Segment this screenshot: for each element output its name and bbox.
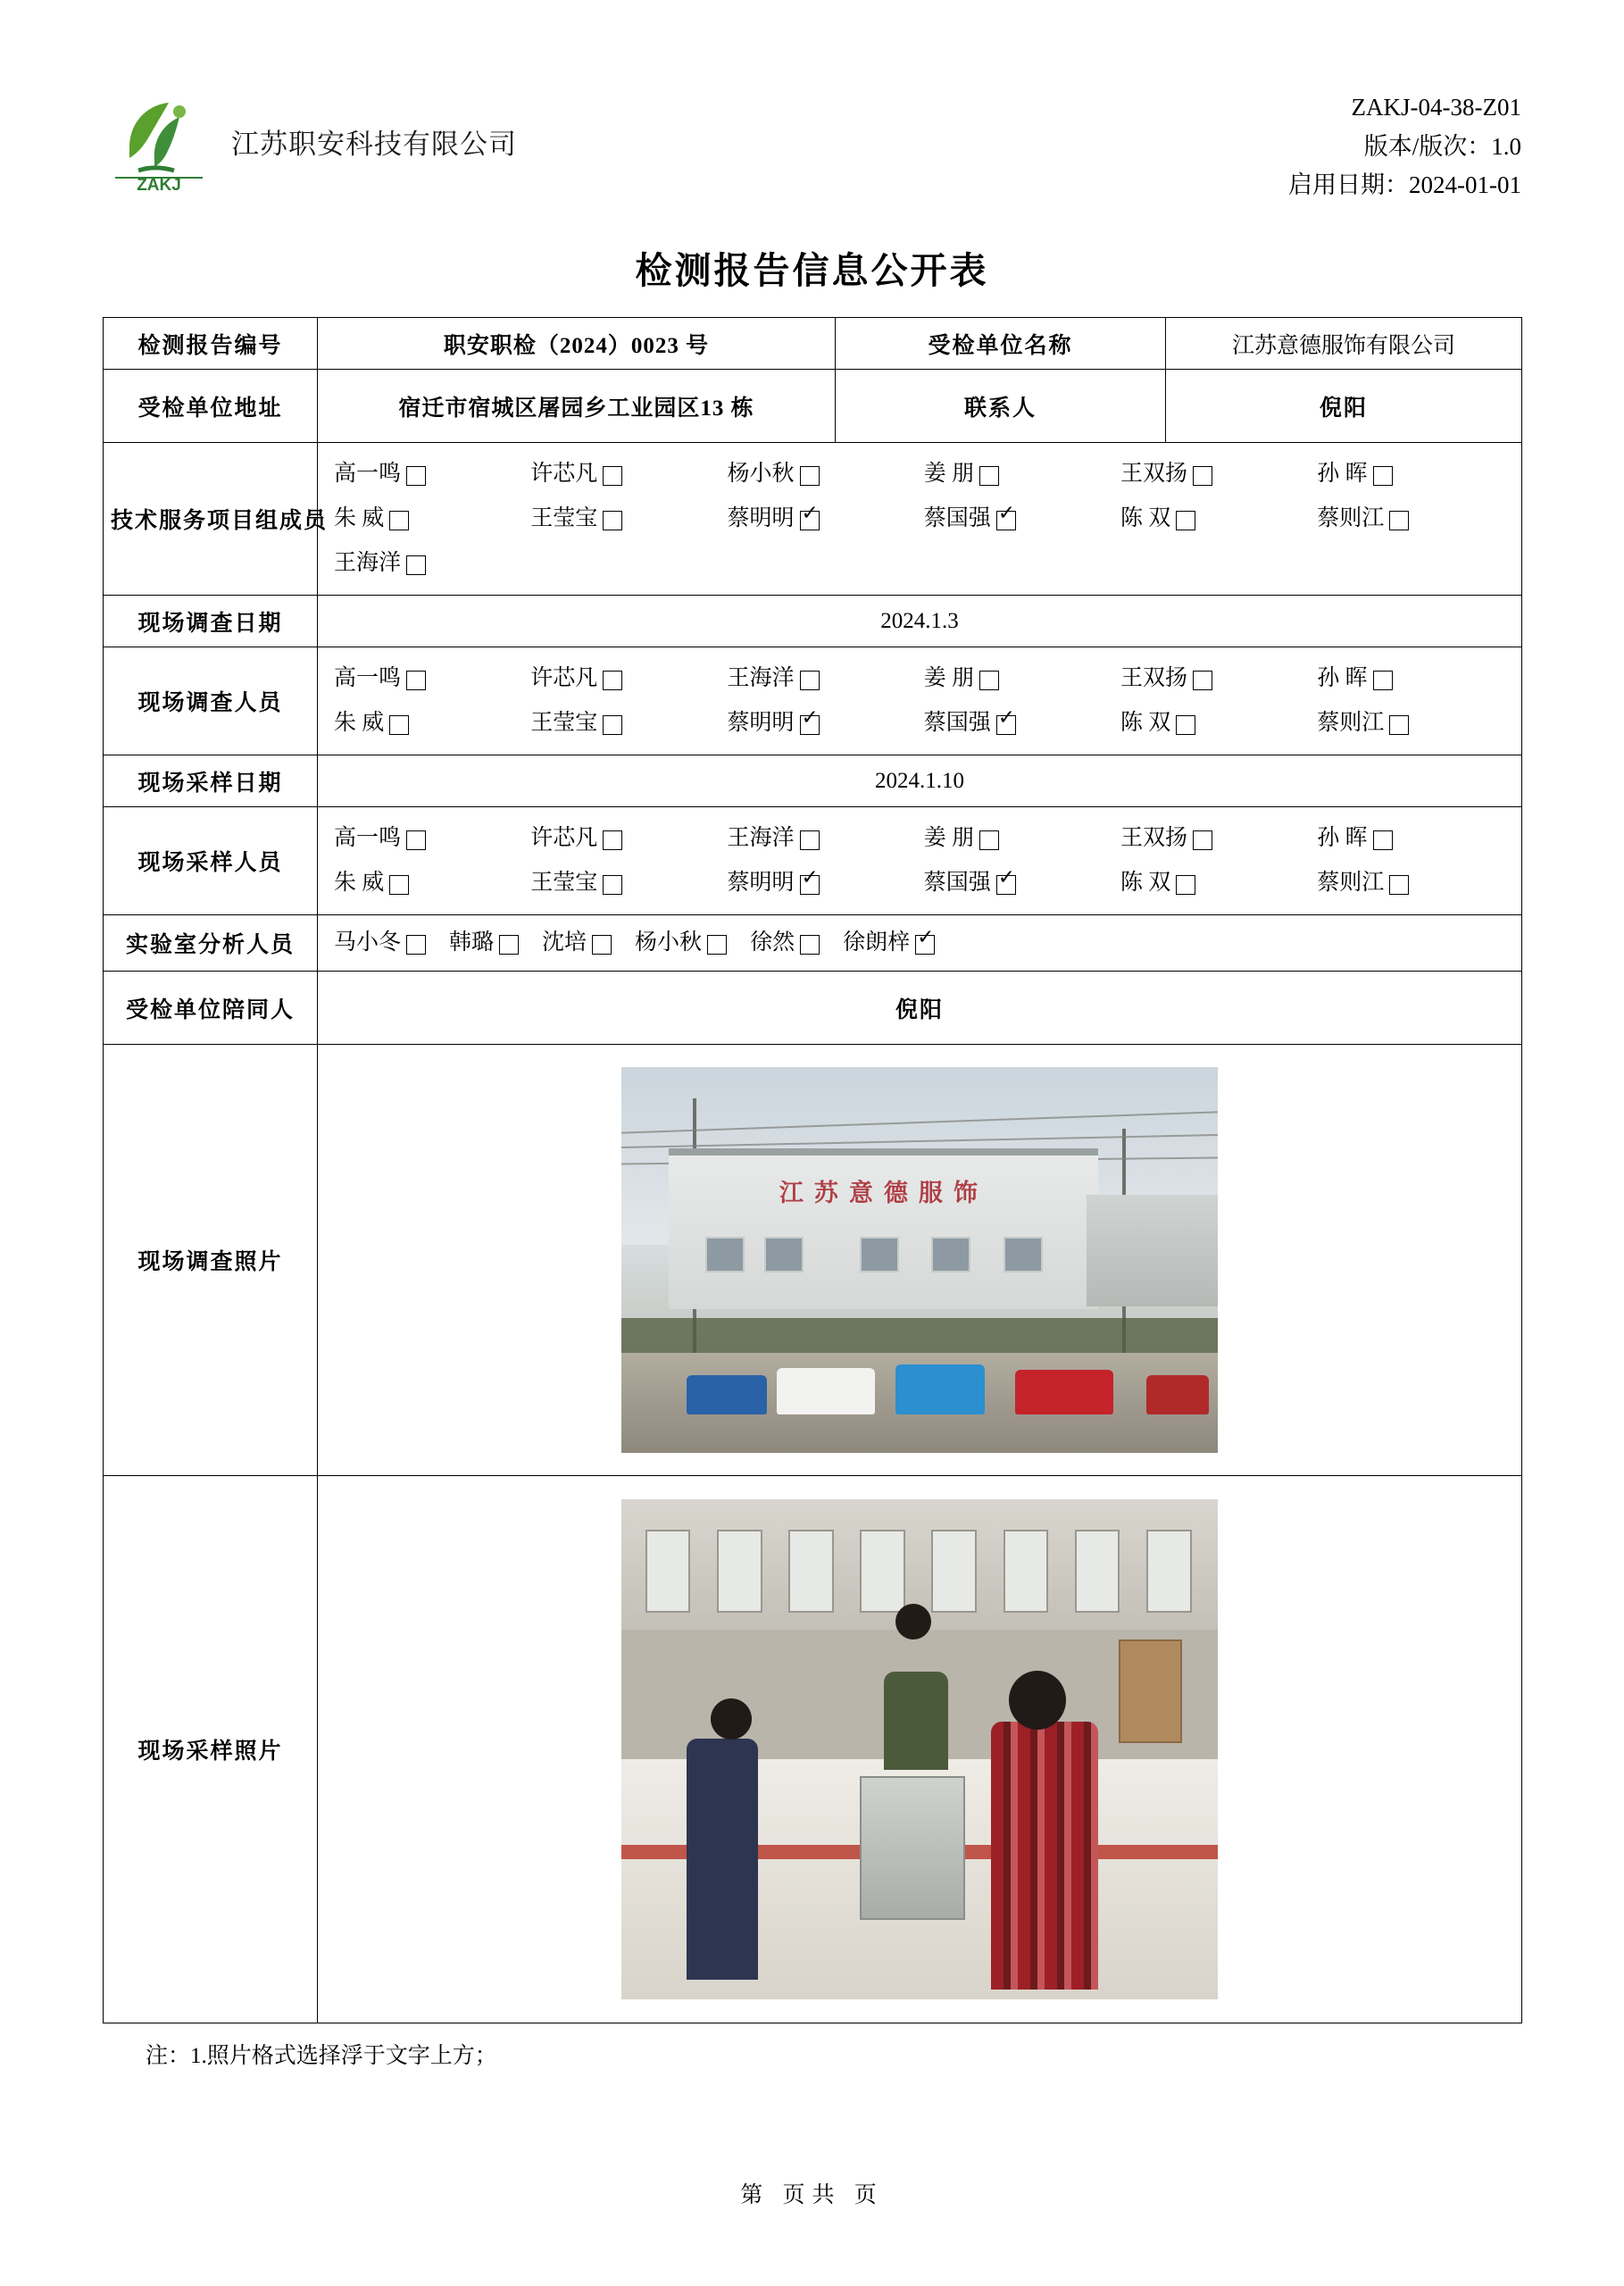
checkbox-item[interactable] [334, 496, 530, 541]
checkbox-label: 徐朗梓 [843, 930, 911, 955]
checkbox-label: 朱 威 [334, 711, 385, 736]
table-row [104, 647, 1522, 755]
worker-middle [884, 1672, 948, 1770]
checkbox-label: 蔡明明 [727, 871, 795, 896]
checkbox-label: 王海洋 [727, 666, 795, 691]
checkbox-item[interactable] [1317, 452, 1513, 496]
client-name-value: 江苏意德服饰有限公司 [1166, 318, 1522, 370]
checkbox-label: 陈 双 [1120, 711, 1171, 736]
table-row [104, 1045, 1522, 1476]
checkbox-label: 蔡则江 [1317, 711, 1385, 736]
checkbox-item[interactable] [924, 656, 1120, 701]
report-info-table [103, 317, 1522, 2023]
checkbox-label: 高一鸣 [334, 462, 402, 487]
sampling-photo-label: 现场采样照片 [104, 1476, 318, 2023]
checkbox-icon[interactable] [603, 511, 622, 530]
sampling-staff-checklist[interactable] [325, 813, 1514, 909]
checkbox-label: 韩璐 [449, 930, 495, 955]
checkbox-label: 蔡国强 [923, 711, 991, 736]
checkbox-icon[interactable] [1373, 466, 1393, 486]
survey-photo-image [621, 1067, 1218, 1453]
checkbox-item[interactable] [1317, 816, 1513, 861]
checkbox-icon[interactable] [1389, 511, 1409, 530]
checkbox-item[interactable] [530, 816, 727, 861]
checkbox-icon[interactable] [800, 466, 820, 486]
table-row [104, 370, 1522, 443]
checkbox-icon[interactable] [389, 511, 409, 530]
checkbox-icon[interactable] [800, 671, 820, 690]
checkbox-label: 蔡则江 [1317, 871, 1385, 896]
checkbox-icon[interactable] [603, 830, 622, 850]
checkbox-icon[interactable] [406, 935, 426, 955]
header-meta [1288, 85, 1521, 205]
survey-staff-label: 现场调查人员 [104, 647, 318, 755]
checkbox-item[interactable] [530, 861, 727, 905]
checkbox-icon[interactable] [979, 466, 999, 486]
factory-sign-text: 江苏意德服饰 [779, 1179, 988, 1206]
checkbox-label: 蔡国强 [923, 871, 991, 896]
sampling-date-label: 现场采样日期 [104, 755, 318, 807]
checkbox-label: 王莹宝 [530, 506, 598, 531]
document-version: 版本/版次：1.0 [1363, 132, 1521, 160]
checkbox-item[interactable] [728, 816, 924, 861]
checkbox-item[interactable] [1120, 816, 1317, 861]
checkbox-label: 蔡则江 [1317, 506, 1385, 531]
checkbox-item[interactable] [530, 496, 727, 541]
checkbox-icon[interactable] [603, 466, 622, 486]
checkbox-item[interactable] [334, 656, 530, 701]
checkbox-checked-icon[interactable] [800, 511, 820, 530]
team-members-cell [318, 443, 1522, 596]
checkbox-item[interactable] [334, 701, 530, 746]
escort-value: 倪阳 [318, 972, 1522, 1045]
survey-photo-cell [318, 1045, 1522, 1476]
table-row [104, 807, 1522, 915]
checkbox-item[interactable] [843, 921, 935, 965]
checkbox-checked-icon[interactable] [915, 935, 935, 955]
checkbox-label: 姜 朋 [923, 826, 975, 851]
checkbox-label: 徐然 [750, 930, 795, 955]
checkbox-label: 蔡国强 [923, 506, 991, 531]
page-title: 检测报告信息公开表 [635, 250, 989, 292]
checkbox-label: 孙 晖 [1317, 666, 1368, 691]
checkbox-item[interactable] [924, 496, 1120, 541]
table-row [104, 596, 1522, 647]
checkbox-label: 王海洋 [334, 551, 402, 576]
escort-label: 受检单位陪同人 [104, 972, 318, 1045]
checkbox-label: 许芯凡 [530, 666, 598, 691]
table-row [104, 915, 1522, 972]
checkbox-label: 蔡明明 [727, 711, 795, 736]
checkbox-item[interactable] [728, 701, 924, 746]
checkbox-checked-icon[interactable] [996, 511, 1016, 530]
checkbox-icon[interactable] [406, 671, 426, 690]
worker-left [687, 1739, 758, 1980]
sampling-staff-label: 现场采样人员 [104, 807, 318, 915]
checkbox-icon[interactable] [603, 715, 622, 735]
checkbox-icon[interactable] [979, 671, 999, 690]
table-row [104, 318, 1522, 370]
survey-staff-checklist[interactable] [325, 653, 1514, 749]
checkbox-label: 高一鸣 [334, 826, 402, 851]
checkbox-icon[interactable] [389, 875, 409, 895]
checkbox-label: 许芯凡 [530, 462, 598, 487]
checkbox-checked-icon[interactable] [800, 875, 820, 895]
checkbox-item[interactable] [924, 861, 1120, 905]
checkbox-item[interactable] [530, 656, 727, 701]
checkbox-icon[interactable] [1193, 671, 1212, 690]
checkbox-label: 许芯凡 [530, 826, 598, 851]
checkbox-item[interactable] [449, 921, 519, 965]
survey-date-label: 现场调查日期 [104, 596, 318, 647]
checkbox-icon[interactable] [603, 875, 622, 895]
checkbox-icon[interactable] [1176, 715, 1195, 735]
checkbox-item[interactable] [334, 861, 530, 905]
checkbox-item[interactable] [924, 816, 1120, 861]
checkbox-item[interactable] [530, 701, 727, 746]
checkbox-item[interactable] [334, 541, 530, 586]
checkbox-checked-icon[interactable] [996, 715, 1016, 735]
checkbox-icon[interactable] [499, 935, 519, 955]
checkbox-icon[interactable] [1373, 830, 1393, 850]
survey-photo-label: 现场调查照片 [104, 1045, 318, 1476]
survey-staff-cell [318, 647, 1522, 755]
document-code: ZAKJ-04-38-Z01 [1351, 94, 1521, 121]
checkbox-icon[interactable] [1389, 875, 1409, 895]
checkbox-label: 王双扬 [1120, 666, 1188, 691]
checkbox-icon[interactable] [800, 830, 820, 850]
worker-right [991, 1722, 1098, 1990]
checkbox-icon[interactable] [800, 935, 820, 955]
checkbox-label: 王双扬 [1120, 462, 1188, 487]
effective-date: 启用日期：2024-01-01 [1288, 171, 1521, 199]
checkbox-label: 杨小秋 [727, 462, 795, 487]
page-header [103, 85, 1521, 205]
checkbox-item[interactable] [1120, 701, 1317, 746]
checkbox-item[interactable] [1317, 496, 1513, 541]
checkbox-item[interactable] [530, 452, 727, 496]
sampling-date-value: 2024.1.10 [318, 755, 1522, 807]
checkbox-icon[interactable] [406, 466, 426, 486]
checkbox-icon[interactable] [389, 715, 409, 735]
team-members-checklist[interactable] [325, 448, 1514, 589]
checkbox-icon[interactable] [1373, 671, 1393, 690]
report-no-label: 检测报告编号 [104, 318, 318, 370]
checkbox-label: 姜 朋 [923, 462, 975, 487]
company-brand [103, 85, 517, 197]
client-name-label: 受检单位名称 [836, 318, 1166, 370]
checkbox-item[interactable] [635, 921, 727, 965]
survey-date-value: 2024.1.3 [318, 596, 1522, 647]
checkbox-item[interactable] [728, 496, 924, 541]
checkbox-item[interactable] [334, 921, 426, 965]
checkbox-item[interactable] [728, 656, 924, 701]
checkbox-label: 孙 晖 [1317, 462, 1368, 487]
lab-staff-cell [318, 915, 1522, 972]
table-row [104, 972, 1522, 1045]
checkbox-checked-icon[interactable] [800, 715, 820, 735]
checkbox-item[interactable] [1120, 656, 1317, 701]
checkbox-icon[interactable] [1176, 875, 1195, 895]
checkbox-label: 王双扬 [1120, 826, 1188, 851]
checkbox-item[interactable] [728, 861, 924, 905]
checkbox-label: 王莹宝 [530, 711, 598, 736]
lab-staff-label: 实验室分析人员 [104, 915, 318, 972]
sampling-instrument [860, 1776, 965, 1920]
sampling-photo-image [621, 1499, 1218, 1999]
checkbox-label: 朱 威 [334, 506, 385, 531]
checkbox-label: 高一鸣 [334, 666, 402, 691]
checkbox-icon[interactable] [603, 671, 622, 690]
checkbox-label: 朱 威 [334, 871, 385, 896]
contact-label: 联系人 [836, 370, 1166, 443]
client-address-label: 受检单位地址 [104, 370, 318, 443]
checkbox-label: 杨小秋 [635, 930, 703, 955]
checkbox-item[interactable] [728, 452, 924, 496]
checkbox-item[interactable] [1317, 861, 1513, 905]
checkbox-icon[interactable] [406, 830, 426, 850]
report-no-value: 职安职检（2024）0023 号 [318, 318, 836, 370]
checkbox-icon[interactable] [1193, 830, 1212, 850]
checkbox-label: 蔡明明 [727, 506, 795, 531]
checkbox-label: 王莹宝 [530, 871, 598, 896]
checkbox-icon[interactable] [1389, 715, 1409, 735]
contact-value: 倪阳 [1166, 370, 1522, 443]
checkbox-label: 马小冬 [334, 930, 402, 955]
checkbox-item[interactable] [1120, 861, 1317, 905]
checkbox-icon[interactable] [1176, 511, 1195, 530]
company-name: 江苏职安科技有限公司 [231, 128, 517, 160]
checkbox-item[interactable] [334, 816, 530, 861]
checkbox-label: 王海洋 [727, 826, 795, 851]
checkbox-label: 沈培 [542, 930, 587, 955]
checkbox-checked-icon[interactable] [996, 875, 1016, 895]
checkbox-item[interactable] [334, 452, 530, 496]
checkbox-label: 陈 双 [1120, 871, 1171, 896]
checkbox-icon[interactable] [707, 935, 727, 955]
table-row [104, 443, 1522, 596]
checkbox-item[interactable] [542, 921, 612, 965]
sampling-photo-cell [318, 1476, 1522, 2023]
checkbox-icon[interactable] [406, 555, 426, 575]
checkbox-item[interactable] [1317, 656, 1513, 701]
checkbox-label: 孙 晖 [1317, 826, 1368, 851]
lab-staff-checklist[interactable] [325, 921, 1514, 965]
checkbox-item[interactable] [1317, 701, 1513, 746]
team-members-label: 技术服务项目组成员 [104, 443, 318, 596]
table-row [104, 1476, 1522, 2023]
logo-text: ZAKJ [137, 176, 181, 195]
checkbox-icon[interactable] [592, 935, 612, 955]
checkbox-label: 姜 朋 [923, 666, 975, 691]
checkbox-label: 陈 双 [1120, 506, 1171, 531]
checkbox-item[interactable] [924, 452, 1120, 496]
checkbox-icon[interactable] [1193, 466, 1212, 486]
checkbox-icon[interactable] [979, 830, 999, 850]
client-address-value: 宿迁市宿城区屠园乡工业园区13 栋 [318, 370, 836, 443]
sampling-staff-cell [318, 807, 1522, 915]
table-row [104, 755, 1522, 807]
company-logo-icon [103, 85, 215, 197]
checkbox-item[interactable] [1120, 496, 1317, 541]
table-note: 注：1.照片格式选择浮于文字上方； [146, 2044, 497, 2069]
page-footer: 第 页共 页 [740, 2183, 884, 2208]
checkbox-item[interactable] [1120, 452, 1317, 496]
checkbox-item[interactable] [750, 921, 820, 965]
checkbox-item[interactable] [924, 701, 1120, 746]
